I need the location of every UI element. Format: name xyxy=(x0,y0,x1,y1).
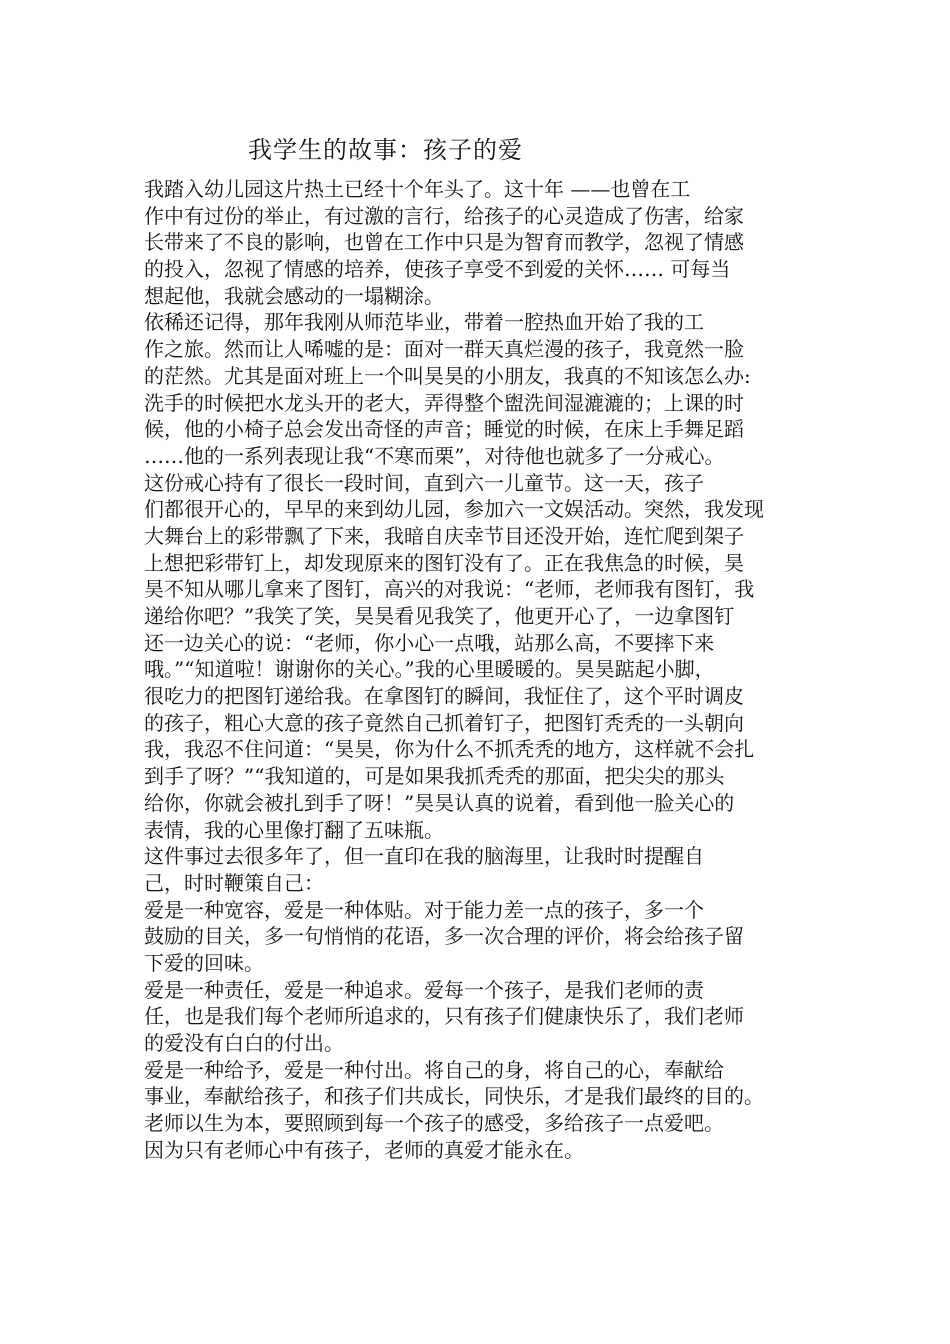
body-line: 老师以生为本，要照顾到每一个孩子的感受，多给孩子一点爱吧。 xyxy=(144,1111,724,1136)
body-line: 作之旅。然而让人唏嘘的是：面对一群天真烂漫的孩子，我竟然一脸 xyxy=(144,337,744,362)
body-line: 表情，我的心里像打翻了五味瓶。 xyxy=(144,817,444,842)
body-line: 下爱的回味。 xyxy=(144,950,264,975)
body-line: 昊不知从哪儿拿来了图钉，高兴的对我说：“老师，老师我有图钉，我 xyxy=(144,577,755,602)
body-line: 爱是一种给予，爱是一种付出。将自己的身，将自己的心，奉献给 xyxy=(144,1057,724,1082)
body-line: 给你，你就会被扎到手了呀！”昊昊认真的说着，看到他一脸关心的 xyxy=(144,790,735,815)
body-line: ……他的一系列表现让我“不寒而栗”，对待他也就多了一分戒心。 xyxy=(144,443,725,468)
body-line: 的投入，忽视了情感的培养，使孩子享受不到爱的关怀…… 可每当 xyxy=(144,257,731,282)
body-line: 哦。”“知道啦！谢谢你的关心。”我的心里暖暖的。昊昊踮起小脚， xyxy=(144,657,715,682)
body-line: 洗手的时候把水龙头开的老大，弄得整个盥洗间湿漉漉的；上课的时 xyxy=(144,390,744,415)
body-line: 爱是一种责任，爱是一种追求。爱每一个孩子，是我们老师的责 xyxy=(144,977,704,1002)
body-line: 我踏入幼儿园这片热土已经十个年头了。这十年 ——也曾在工 xyxy=(144,177,691,201)
document-body xyxy=(144,176,834,1163)
body-line: 长带来了不良的影响，也曾在工作中只是为智育而教学，忽视了情感 xyxy=(144,230,744,255)
body-line: 作中有过份的举止，有过激的言行，给孩子的心灵造成了伤害，给家 xyxy=(144,203,744,228)
body-line: 们都很开心的，早早的来到幼儿园，参加六一文娱活动。突然，我发现 xyxy=(144,497,764,522)
body-line: 候，他的小椅子总会发出奇怪的声音；睡觉的时候，在床上手舞足蹈 xyxy=(144,417,744,442)
body-line: 爱是一种宽容，爱是一种体贴。对于能力差一点的孩子，多一个 xyxy=(144,897,704,922)
body-line: 很吃力的把图钉递给我。在拿图钉的瞬间，我怔住了，这个平时调皮 xyxy=(144,684,744,709)
body-line: 递给你吧？”我笑了笑，昊昊看见我笑了，他更开心了，一边拿图钉 xyxy=(144,604,735,628)
body-line: 事业，奉献给孩子，和孩子们共成长，同快乐，才是我们最终的目的。 xyxy=(144,1084,764,1109)
body-line: 这件事过去很多年了，但一直印在我的脑海里，让我时时提醒自 xyxy=(144,844,704,869)
body-line: 这份戒心持有了很长一段时间，直到六一儿童节。这一天，孩子 xyxy=(144,470,704,495)
body-line: 想起他，我就会感动的一塌糊涂。 xyxy=(144,283,444,308)
body-line: 因为只有老师心中有孩子，老师的真爱才能永在。 xyxy=(144,1137,584,1162)
body-line: 任，也是我们每个老师所追求的，只有孩子们健康快乐了，我们老师 xyxy=(144,1004,744,1029)
body-line: 上想把彩带钉上，却发现原来的图钉没有了。正在我焦急的时候，昊 xyxy=(144,550,744,575)
body-line: 依稀还记得，那年我刚从师范毕业，带着一腔热血开始了我的工 xyxy=(144,310,704,335)
body-line: 的孩子，粗心大意的孩子竟然自己抓着钉子，把图钉秃秃的一头朝向 xyxy=(144,710,744,735)
body-line: 到手了呀？”“我知道的，可是如果我抓秃秃的那面，把尖尖的那头 xyxy=(144,764,725,789)
body-line: 我，我忍不住问道：“昊昊，你为什么不抓秃秃的地方，这样就不会扎 xyxy=(144,737,755,762)
body-line: 鼓励的目关，多一句悄悄的花语，多一次合理的评价，将会给孩子留 xyxy=(144,924,744,949)
body-line: 大舞台上的彩带飘了下来，我暗自庆幸节目还没开始，连忙爬到架子 xyxy=(144,523,744,548)
body-line: 还一边关心的说：“老师，你小心一点哦，站那么高，不要摔下来 xyxy=(144,630,715,655)
body-line: 的茫然。尤其是面对班上一个叫昊昊的小朋友，我真的不知该怎么办: xyxy=(144,363,751,388)
document-title: 我学生的故事：孩子的爱 xyxy=(248,136,523,164)
body-line: 己，时时鞭策自己： xyxy=(144,870,324,895)
body-line: 的爱没有白白的付出。 xyxy=(144,1031,344,1055)
